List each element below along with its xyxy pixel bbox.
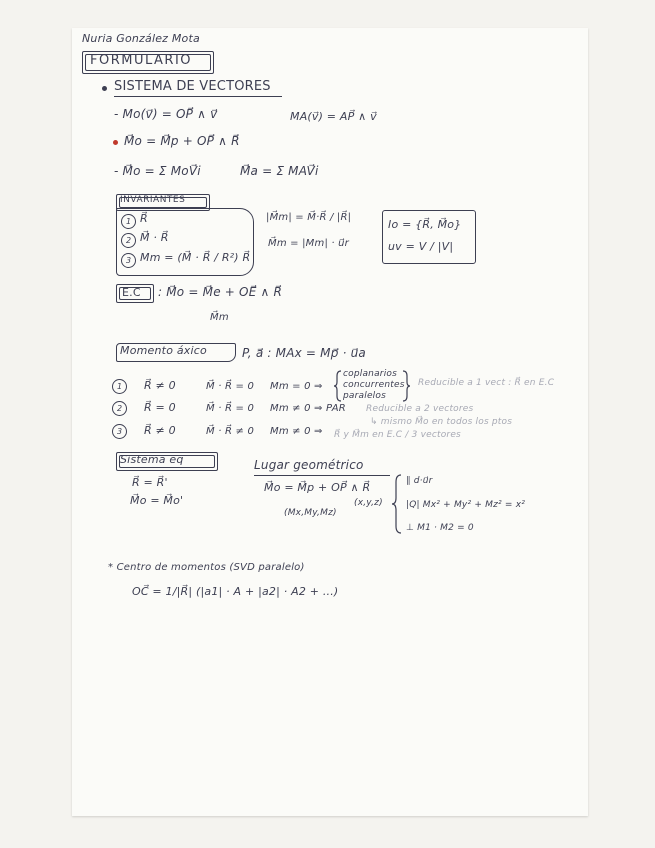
case-2-r: R⃗ = 0	[144, 401, 176, 414]
formula-moment-a: MA(v⃗) = AP⃗ ∧ v⃗	[290, 110, 377, 123]
option-paralelos: paralelos	[343, 391, 386, 401]
formula-mm-vector: M⃗m = |Mm| · u⃗r	[268, 238, 349, 249]
formula-moment-vector: - Mo(v⃗) = OP⃗ ∧ v⃗	[114, 107, 218, 121]
invariant-1: R⃗	[140, 212, 148, 225]
locus-label: Lugar geométrico	[254, 458, 364, 472]
formula-moment-change: M⃗o = M⃗p + OP⃗ ∧ R⃗	[124, 134, 240, 148]
case-2-mm: Mm ≠ 0 ⇒ PAR	[270, 403, 346, 414]
formula-axial-moment: P, a⃗ : MAx = Mp⃗ · u⃗a	[242, 346, 366, 360]
red-bullet-dot	[113, 140, 118, 145]
locus-sub-xyz: (x,y,z)	[354, 498, 383, 508]
invariants-box	[116, 208, 254, 276]
formula-ec-below: M⃗m	[210, 312, 229, 323]
case-3-note: R⃗ y M⃗m en E.C / 3 vectores	[334, 430, 461, 440]
locus-sub-mxyz: (Mx,My,Mz)	[284, 508, 337, 518]
formula-centre: OC⃗ = 1/|R⃗| (|a1| · A + |a2| · A2 + ...)	[132, 585, 339, 598]
formula-io: Io = {R⃗, M⃗o}	[388, 218, 462, 231]
case-3-mm: Mm ≠ 0 ⇒	[270, 426, 323, 437]
option-concurrentes: concurrentes	[343, 380, 405, 390]
case-1-note: Reducible a 1 vect : R⃗ en E.C	[418, 378, 555, 388]
invariant-3: Mm = (M⃗ · R⃗ / R²) R⃗	[140, 251, 251, 264]
case-2-note: Reducible a 2 vectores	[366, 404, 474, 414]
page-title: FORMULARIO	[90, 53, 193, 68]
notebook-page	[72, 28, 588, 816]
author-name: Nuria González Mota	[82, 32, 200, 45]
formula-moment-sum-o: - M⃗o = Σ MoV⃗i	[114, 164, 201, 178]
left-brace	[392, 474, 402, 534]
bullet-dot	[102, 86, 107, 91]
equiv-r: R⃗ = R⃗'	[132, 476, 168, 489]
locus-parallel: ∥ d·u⃗r	[406, 476, 433, 486]
case-2-mr: M⃗ · R⃗ = 0	[206, 403, 255, 414]
equiv-label: Sistema eq	[120, 453, 184, 466]
heading-underline	[114, 96, 282, 97]
invariant-2: M⃗ · R⃗	[140, 231, 169, 244]
circled-number: 1	[112, 379, 127, 394]
formula-uv: uv = V / |V|	[388, 240, 454, 253]
invariants-label: INVARIANTES	[120, 195, 186, 205]
formula-moment-sum-a: M⃗a = Σ MAV⃗i	[240, 164, 319, 178]
left-brace	[334, 370, 342, 402]
case-2-note-sub: ↳ mismo M⃗o en todos los ptos	[370, 417, 513, 427]
case-1-mr: M⃗ · R⃗ = 0	[206, 381, 255, 392]
section-heading-vectores: SISTEMA DE VECTORES	[114, 79, 271, 94]
formula-ec: : M⃗o = M⃗e + OE⃗ ∧ R⃗	[158, 285, 283, 299]
case-1-mm: Mm = 0 ⇒	[270, 381, 323, 392]
ec-label: E.C	[122, 286, 141, 299]
locus-magnitude: |Q| Mx² + My² + Mz² = x²	[406, 500, 526, 510]
circled-number: 1	[121, 214, 136, 229]
formula-mm-magnitude: |M⃗m| = M⃗·R⃗ / |R⃗|	[266, 212, 352, 223]
centre-label: * Centro de momentos (SVD paralelo)	[108, 562, 305, 573]
locus-perpendicular: ⊥ M1 · M2 = 0	[406, 523, 474, 533]
locus-underline	[254, 475, 390, 476]
case-3-mr: M⃗ · R⃗ ≠ 0	[206, 426, 255, 437]
circled-number: 2	[121, 233, 136, 248]
right-brace	[402, 370, 410, 402]
axis-label: Momento áxico	[120, 344, 207, 357]
circled-number: 3	[112, 424, 127, 439]
option-coplanarios: coplanarios	[343, 369, 397, 379]
formula-locus: M⃗o = M⃗p + OP⃗ ∧ R⃗	[264, 481, 371, 494]
circled-number: 2	[112, 401, 127, 416]
circled-number: 3	[121, 253, 136, 268]
case-1-r: R⃗ ≠ 0	[144, 379, 176, 392]
equiv-m: M⃗o = M⃗o'	[130, 494, 184, 507]
case-3-r: R⃗ ≠ 0	[144, 424, 176, 437]
